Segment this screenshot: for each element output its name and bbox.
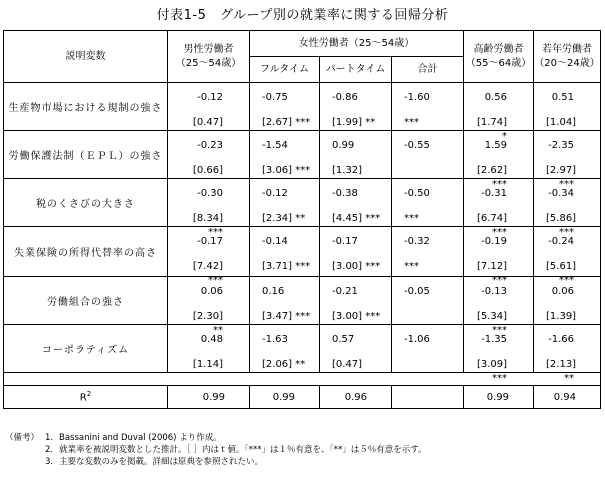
coef-value: 0.56 (484, 92, 508, 103)
cell-male (168, 83, 250, 131)
tstat-value (404, 310, 463, 324)
tstat-value: [0.66] (192, 165, 223, 176)
coef-value: -1.63 (262, 334, 288, 345)
tstat-value: [3.47] *** (262, 311, 311, 322)
header-fulltime: フルタイム (250, 57, 320, 83)
coef-value: -0.21 (332, 286, 358, 297)
tstat-value: [5.61] *** (546, 261, 577, 286)
coef-value: -0.17 (332, 236, 358, 247)
r-squared-label (4, 386, 168, 409)
note-line (5, 444, 601, 456)
header-male: 男性労働者 （25～54歳） (168, 31, 250, 83)
coef-value: -0.12 (262, 188, 288, 199)
table-gap (4, 373, 601, 386)
coef-value: 0.99 (332, 140, 355, 151)
tstat-value: [0.47] (192, 117, 223, 128)
notes-block (5, 432, 601, 468)
cell-young (534, 325, 601, 384)
note-text: 就業率を被説明変数とした推計。［ ］内はｔ値。「***」は１％有意を、「**」は５％有意を示す。 (59, 445, 427, 455)
r2-total (392, 386, 464, 409)
coef-value: 0.16 (262, 286, 285, 297)
coef-value: -0.19 (481, 236, 508, 247)
tstat-value: [1.14] (192, 359, 223, 370)
coef-value: 0.06 (200, 286, 223, 297)
header-variable: 説明変数 (4, 31, 168, 83)
note-line (5, 456, 601, 468)
cell-elderly (464, 131, 534, 190)
tstat-value: [3.06] *** (262, 165, 311, 176)
coef-value: -0.55 (404, 140, 430, 151)
note-text: 主要な変数のみを掲載。詳細は原典を参照されたい。 (59, 457, 264, 467)
note-number: 2. (45, 445, 54, 455)
coef-value: -2.35 (548, 140, 575, 151)
coef-value: -1.35 (481, 334, 508, 345)
table-title: 付表1-5 グループ別の就業率に関する回帰分析 (156, 8, 449, 23)
cell-fulltime (250, 179, 320, 227)
coef-value: -0.17 (197, 236, 223, 247)
cell-parttime (320, 325, 392, 373)
row-label: 税のくさびの大きさ (4, 179, 168, 227)
table-row (4, 131, 601, 179)
coef-value: -0.13 (481, 286, 508, 297)
table-row (4, 277, 601, 325)
header-young: 若年労働者 （20～24歳） (534, 31, 601, 83)
tstat-value: [2.97] *** (546, 165, 577, 190)
tstat-value: [1.99] ** (332, 117, 376, 128)
cell-parttime (320, 227, 392, 277)
coef-value: -0.30 (197, 188, 223, 199)
tstat-value (404, 358, 463, 372)
tstat-value: *** (404, 261, 419, 272)
tstat-value: [8.34] *** (192, 213, 223, 238)
cell-fulltime (250, 131, 320, 179)
tstat-value: [2.06] ** (262, 359, 306, 370)
tstat-value: [3.71] *** (262, 261, 311, 272)
cell-fulltime (250, 83, 320, 131)
tstat-value: [0.47] (332, 359, 363, 370)
tstat-value: [5.86] *** (546, 213, 577, 238)
coef-value: -0.34 (548, 188, 575, 199)
coef-value: 0.51 (551, 92, 575, 103)
table-row (4, 227, 601, 277)
tstat-value: [1.74] * (476, 117, 508, 142)
tstat-value: [2.13] ** (546, 359, 577, 384)
tstat-value: [7.42] *** (192, 261, 223, 286)
tstat-value: [4.45] *** (332, 213, 381, 224)
cell-total (392, 227, 464, 277)
coef-value: -0.50 (404, 188, 430, 199)
tstat-value: [6.74] *** (476, 213, 508, 238)
cell-elderly (464, 83, 534, 142)
r2-fulltime: 0.99 (250, 386, 320, 409)
coef-value: -0.05 (404, 286, 430, 297)
row-label: 労働組合の強さ (4, 277, 168, 325)
tstat-value: [3.09] *** (476, 359, 508, 384)
coef-value: 0.06 (551, 286, 575, 297)
cell-fulltime (250, 227, 320, 277)
note-line (5, 432, 601, 444)
tstat-value: [2.34] ** (262, 213, 306, 224)
r2-young: 0.94 (534, 386, 601, 409)
tstat-value: [7.12] *** (476, 261, 508, 286)
cell-parttime (320, 179, 392, 227)
row-label: 失業保険の所得代替率の高さ (4, 227, 168, 277)
cell-total (392, 325, 464, 373)
coef-value: -0.75 (262, 92, 288, 103)
cell-young (534, 131, 601, 190)
cell-male (168, 325, 250, 373)
r2-male: 0.99 (168, 386, 250, 409)
cell-total (392, 277, 464, 325)
coef-value: -1.66 (548, 334, 575, 345)
tstat-value: [1.39] (546, 311, 577, 322)
r2-elderly: 0.99 (464, 386, 534, 409)
tstat-value: [1.32] (332, 165, 363, 176)
coef-value: -0.14 (262, 236, 288, 247)
cell-total (392, 179, 464, 227)
coef-value: 0.57 (332, 334, 355, 345)
notes-lead: （備考） (5, 433, 40, 443)
row-label: コーポラティズム (4, 325, 168, 373)
coef-value: -0.24 (548, 236, 575, 247)
tstat-value: [5.34] *** (476, 311, 508, 336)
coef-value: -0.38 (332, 188, 358, 199)
coef-value: 1.59 (484, 140, 508, 151)
r-squared-row (4, 386, 601, 409)
cell-male (168, 179, 250, 238)
cell-total (392, 83, 464, 131)
tstat-value: [1.04] (546, 117, 577, 128)
tstat-value: [3.00] *** (332, 311, 381, 322)
tstat-value (404, 164, 463, 178)
coef-value: -0.32 (404, 236, 430, 247)
coef-value: -0.86 (332, 92, 358, 103)
coef-value: -1.54 (262, 140, 288, 151)
tstat-value: *** (404, 117, 419, 128)
row-label: 労働保護法制（ＥＰＬ）の強さ (4, 131, 168, 179)
table-row (4, 325, 601, 373)
coef-value: 0.48 (200, 334, 223, 345)
table-row (4, 179, 601, 227)
cell-parttime (320, 83, 392, 131)
table-row (4, 83, 601, 131)
cell-male (168, 131, 250, 179)
cell-young (534, 83, 601, 131)
row-label: 生産物市場における規制の強さ (4, 83, 168, 131)
cell-fulltime (250, 325, 320, 373)
r-sup: 2 (86, 390, 92, 399)
header-parttime: パートタイム (320, 57, 392, 83)
header-total: 合計 (392, 57, 464, 83)
note-number: 3. (45, 457, 54, 467)
note-text: Bassanini and Duval (2006) より作成。 (59, 433, 222, 443)
cell-fulltime (250, 277, 320, 325)
header-elderly: 高齢労働者 （55～64歳） (464, 31, 534, 83)
gap-cell (4, 373, 601, 386)
note-number: 1. (45, 433, 54, 443)
coef-value: -1.60 (404, 92, 430, 103)
coef-value: -0.12 (197, 92, 223, 103)
coef-value: -0.31 (481, 188, 508, 199)
tstat-value: [3.00] *** (332, 261, 381, 272)
r2-parttime: 0.96 (320, 386, 392, 409)
tstat-value: *** (404, 213, 419, 224)
cell-parttime (320, 277, 392, 325)
tstat-value: [2.30] ** (192, 311, 223, 336)
regression-table (3, 30, 601, 409)
header-female: 女性労働者（25～54歳） (250, 31, 464, 57)
tstat-value: [2.67] *** (262, 117, 311, 128)
cell-parttime (320, 131, 392, 179)
r-label: R (79, 392, 87, 404)
coef-value: -0.23 (197, 140, 223, 151)
cell-total (392, 131, 464, 179)
coef-value: -1.06 (404, 334, 430, 345)
tstat-value: [2.62] *** (476, 165, 508, 190)
